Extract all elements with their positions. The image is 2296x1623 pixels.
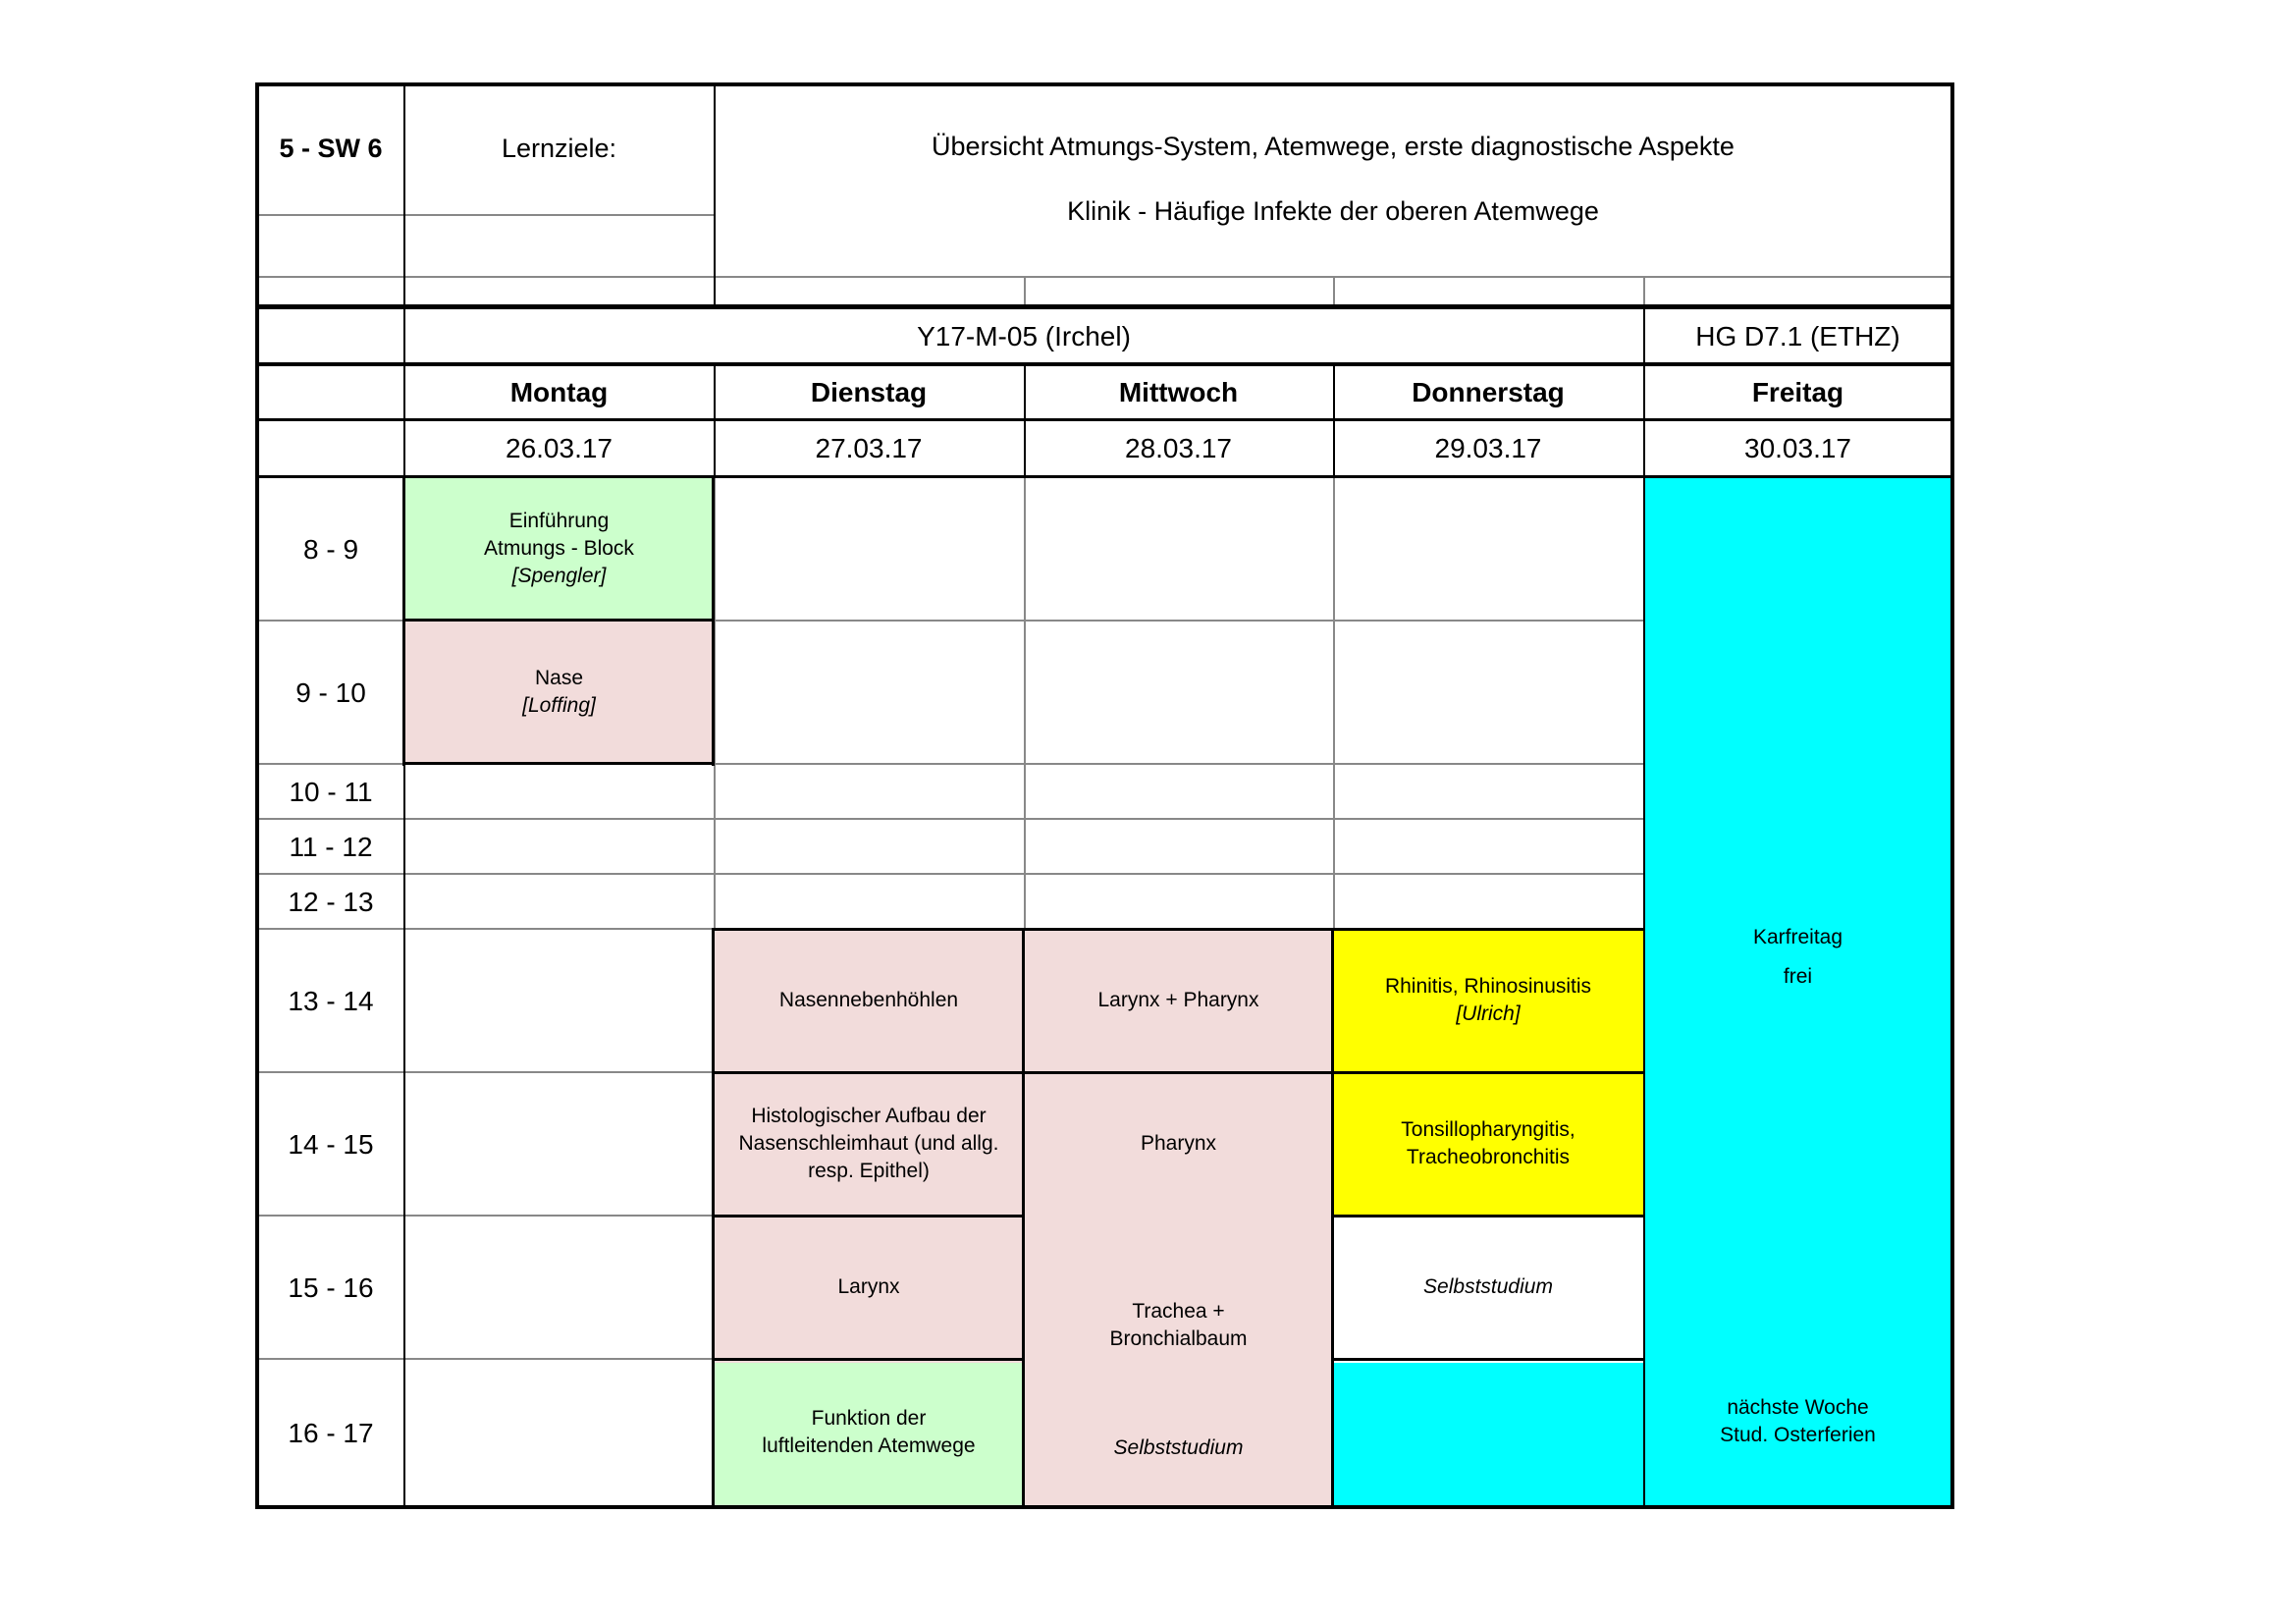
time-slot: 11 - 12 [289, 831, 373, 862]
week-code: 5 - SW 6 [279, 134, 383, 164]
day-freitag: Freitag [1751, 377, 1844, 407]
time-slot: 12 - 13 [288, 886, 374, 917]
event-karfreitag: Karfreitag [1752, 926, 1843, 949]
date-freitag: 30.03.17 [1744, 433, 1851, 463]
event-nnh: Nasennebenhöhlen [778, 989, 959, 1012]
time-slot: 13 - 14 [288, 985, 374, 1016]
date-dienstag: 27.03.17 [815, 433, 923, 463]
lecturer: [Loffing] [522, 694, 596, 717]
lecturer: [Ulrich] [1456, 1002, 1521, 1025]
day-dienstag: Dienstag [810, 377, 928, 407]
event-rhinitis: Rhinitis, Rhinosinusitis [Ulrich] [1333, 929, 1643, 1072]
event-osterferien: nächste Woche Stud. Osterferien [1720, 1396, 1876, 1446]
event-trachea: Trachea + Bronchialbaum [1109, 1300, 1248, 1350]
time-slot: 9 - 10 [295, 676, 366, 708]
time-slot: 15 - 16 [288, 1271, 374, 1303]
date-montag: 26.03.17 [506, 433, 613, 463]
time-slot: 8 - 9 [302, 533, 359, 565]
event-larynx-pharynx: Larynx + Pharynx [1097, 989, 1259, 1012]
location-main: Y17-M-05 (Irchel) [917, 320, 1131, 352]
date-mittwoch: 28.03.17 [1125, 433, 1232, 463]
time-slot: 10 - 11 [289, 776, 373, 807]
event-larynx: Larynx [837, 1275, 900, 1299]
time-slot: 14 - 15 [288, 1128, 374, 1160]
event-selbststudium: Selbststudium [1423, 1275, 1553, 1299]
lernziele-label: Lernziele: [501, 134, 617, 164]
goal-line-2: Klinik - Häufige Infekte der oberen Atemwege [1067, 196, 1599, 227]
time-slot: 16 - 17 [288, 1417, 374, 1448]
day-donnerstag: Donnerstag [1412, 377, 1565, 407]
event-pharynx: Pharynx [1140, 1132, 1217, 1156]
event-frei: frei [1783, 965, 1813, 989]
location-friday: HG D7.1 (ETHZ) [1695, 320, 1900, 352]
event-histologie: Histologischer Aufbau der Nasenschleimhaut (und allg. resp. Epithel) [738, 1105, 999, 1182]
event-einfuehrung-text: Einführung Atmungs - Block [Spengler] [404, 477, 714, 621]
lecturer: [Spengler] [511, 564, 607, 587]
date-donnerstag: 29.03.17 [1434, 433, 1542, 463]
event-bg-do-cyan [1333, 1363, 1643, 1506]
day-montag: Montag [509, 377, 609, 407]
event-nase-text: Nase [Loffing] [404, 621, 714, 764]
day-mittwoch: Mittwoch [1118, 377, 1239, 407]
event-funktion: Funktion der luftleitenden Atemwege [762, 1407, 976, 1457]
event-trachea-note: Selbststudium [1113, 1436, 1244, 1460]
event-tonsillo: Tonsillopharyngitis, Tracheobronchitis [1401, 1118, 1575, 1168]
goal-line-1: Übersicht Atmungs-System, Atemwege, erste diagnostische Aspekte [932, 132, 1735, 162]
